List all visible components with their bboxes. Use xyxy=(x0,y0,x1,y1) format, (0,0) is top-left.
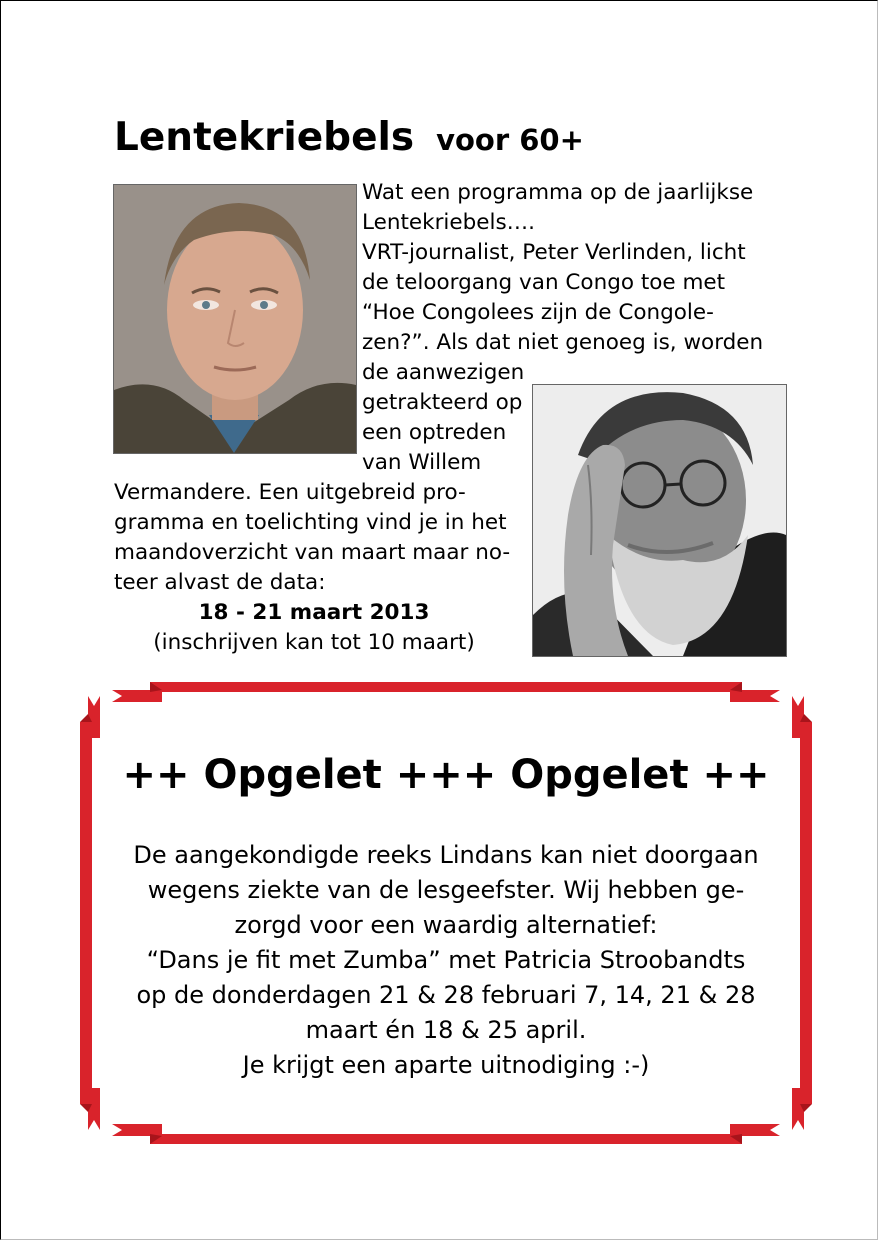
photo-willem-vermandere xyxy=(532,384,787,657)
article-line: van Willem xyxy=(362,450,482,475)
article-title-main: Lentekriebels xyxy=(114,115,415,160)
article-line: Vermandere. Een uitgebreid pro- xyxy=(114,480,466,505)
article-line: teer alvast de data: xyxy=(114,570,326,595)
article-line: maandoverzicht van maart maar no- xyxy=(114,540,511,565)
event-date: 18 - 21 maart 2013 xyxy=(198,600,430,625)
article-line: VRT-journalist, Peter Verlinden, licht xyxy=(362,240,746,265)
article-line: zen?”. Als dat niet genoeg is, worden xyxy=(362,330,764,355)
notice-line: Je krijgt een aparte uitnodiging :-) xyxy=(242,1051,650,1079)
photo-peter-verlinden xyxy=(113,184,357,454)
article-subtitle: voor 60+ xyxy=(436,123,584,157)
article-line: Lentekriebels…. xyxy=(362,210,535,235)
article-line: de aanwezigen xyxy=(362,360,525,385)
article-line: getrakteerd op xyxy=(362,390,523,415)
notice-title: ++ Opgelet +++ Opgelet ++ xyxy=(122,752,770,798)
notice-line: zorgd voor een waardig alternatief: xyxy=(234,911,658,939)
registration-note: (inschrijven kan tot 10 maart) xyxy=(153,630,475,655)
notice-line: op de donderdagen 21 & 28 februari 7, 14, 21 & 28 xyxy=(136,981,756,1009)
article-line: de teloorgang van Congo toe met xyxy=(362,270,726,295)
notice-line: maart én 18 & 25 april. xyxy=(305,1016,587,1044)
article-line: een optreden xyxy=(362,420,507,445)
article-line: “Hoe Congolees zijn de Congole- xyxy=(362,300,714,325)
article-line: gramma en toelichting vind je in het xyxy=(114,510,507,535)
notice-line: De aangekondigde reeks Lindans kan niet doorgaan xyxy=(133,841,759,869)
notice-line: wegens ziekte van de lesgeefster. Wij hebben ge- xyxy=(147,876,745,904)
notice-line: “Dans je fit met Zumba” met Patricia Stroobandts xyxy=(146,946,746,974)
article-title xyxy=(114,112,584,166)
article-line: Wat een programma op de jaarlijkse xyxy=(362,180,754,205)
